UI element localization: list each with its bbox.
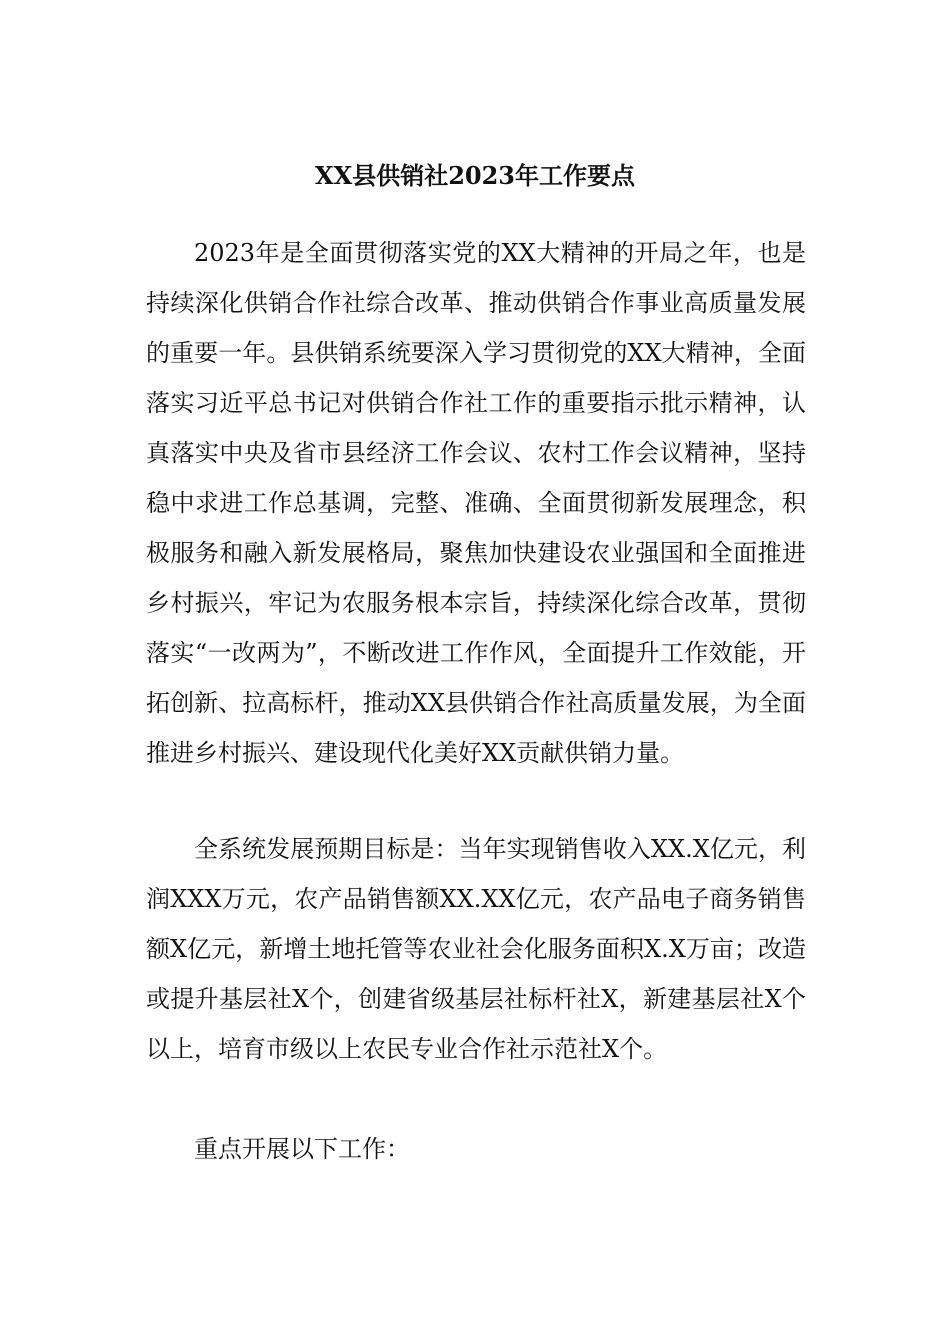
- document-title: XX县供销社2023年工作要点: [314, 161, 636, 190]
- paragraph-key-work: 重点开展以下工作：: [194, 1135, 410, 1163]
- paragraph-intro: 2023年是全面贯彻落实党的XX大精神的开局之年，也是持续深化供销合作社综合改革、推动供销合作事业高质量发展的重要一年。县供销系统要深入学习贯彻党的XX大精神，全面落实习近平总书记对供销合作社工作的重要指示批示精神，认真落实中央及省市县经济工作会议、农村工作会议精神，坚持稳中求进工作总基调，完整、准确、全面贯彻新发展理念，积极服务和融入新发展格局，聚焦加快建设农业强国和全面推进乡村振兴，牢记为农服务根本宗旨，持续深化综合改革，贯彻落实“一改两为”，不断改进工作作风，全面提升工作效能，开拓创新、拉高标杆，推动XX县供销合作社高质量发展，为全面推进乡村振兴、建设现代化美好XX贡献供销力量。: [146, 239, 806, 767]
- paragraph-targets: 全系统发展预期目标是：当年实现销售收入XX.X亿元，利润XXX万元，农产品销售额XX.XX亿元，农产品电子商务销售额X亿元，新增土地托管等农业社会化服务面积X.X万亩；改造或提升基层社X个，创建省级基层社标杆社X，新建基层社X个以上，培育市级以上农民专业合作社示范社X个。: [146, 835, 806, 1063]
